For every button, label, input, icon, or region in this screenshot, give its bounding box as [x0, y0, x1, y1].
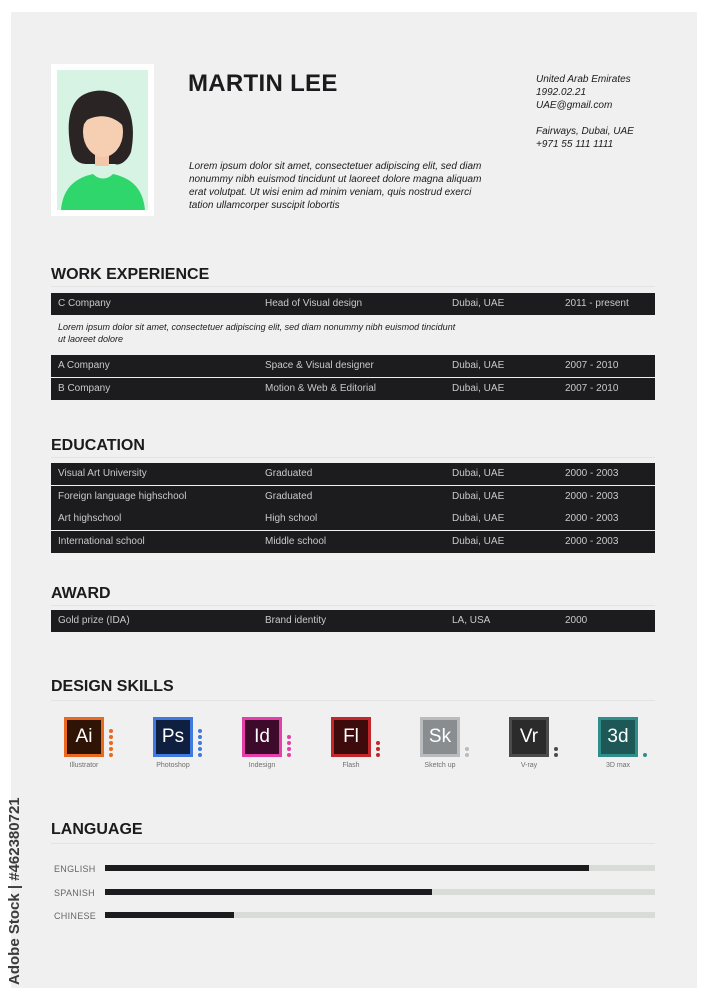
- skill-level-dot: [376, 741, 380, 745]
- skill-level-dot: [109, 729, 113, 733]
- avatar: [57, 70, 148, 210]
- cell-organization: Art highschool: [58, 513, 122, 524]
- skill-icon: [153, 717, 193, 757]
- language-label: ENGLISH: [54, 864, 96, 874]
- section-title-skills: DESIGN SKILLS: [51, 678, 174, 695]
- table-row: [51, 531, 655, 553]
- language-level-fill: [105, 865, 589, 871]
- section-title-language: LANGUAGE: [51, 821, 143, 838]
- skill-abbr: Sk: [423, 720, 457, 754]
- cell-role: Motion & Web & Editorial: [265, 383, 376, 394]
- skill-level-dot: [376, 747, 380, 751]
- cell-location: Dubai, UAE: [452, 536, 505, 547]
- contact-block: [536, 73, 676, 151]
- table-row: [51, 486, 655, 508]
- skill-level-dot: [109, 735, 113, 739]
- cell-location: Dubai, UAE: [452, 468, 505, 479]
- skill-label: 3D max: [605, 762, 631, 769]
- skill-icon: [242, 717, 282, 757]
- skill-label: V-ray: [520, 762, 538, 769]
- cell-organization: Visual Art University: [58, 468, 147, 479]
- cell-organization: Foreign language highschool: [58, 491, 187, 502]
- contact-email[interactable]: UAE@gmail.com: [536, 100, 613, 111]
- section-title-education: EDUCATION: [51, 437, 145, 454]
- skill-abbr: Vr: [512, 720, 546, 754]
- intro-text: Lorem ipsum dolor sit amet, consectetuer adipiscing elit, sed diam nonummy nibh euismod tincidunt ut laoreet dolore magna aliquam erat volutpat. Ut wisi enim ad minim veniam, quis nostrud exerci tation ullamcorper suscipit lobortis: [189, 161, 482, 211]
- cell-role: Graduated: [265, 468, 313, 479]
- skill-level-dot: [198, 747, 202, 751]
- skill-level-dot: [198, 753, 202, 757]
- stock-id-watermark: Adobe Stock | #462380721: [6, 797, 23, 985]
- section-divider: [51, 457, 655, 458]
- skill-label: Flash: [342, 762, 360, 769]
- section-title-award: AWARD: [51, 585, 111, 602]
- skill-label: Indesign: [248, 762, 276, 769]
- section-title-work: WORK EXPERIENCE: [51, 266, 210, 283]
- language-level-track: [105, 889, 655, 895]
- skill-level-dot: [198, 741, 202, 745]
- section-divider: [51, 700, 655, 701]
- cell-location: LA, USA: [452, 615, 491, 626]
- cell-role: Graduated: [265, 491, 313, 502]
- cell-location: Dubai, UAE: [452, 513, 505, 524]
- section-divider: [51, 286, 655, 287]
- table-row: [51, 378, 655, 400]
- cell-period: 2000 - 2003: [565, 468, 619, 479]
- contact-phone[interactable]: +971 55 111 1111: [536, 139, 614, 150]
- cell-organization: International school: [58, 536, 145, 547]
- skill-level-dot: [287, 741, 291, 745]
- person-name: MARTIN LEE: [188, 70, 338, 97]
- table-row: [51, 508, 655, 530]
- skill-label: Sketch up: [424, 762, 456, 769]
- cell-organization: A Company: [58, 360, 110, 371]
- skill-abbr: Id: [245, 720, 279, 754]
- language-level-track: [105, 912, 655, 918]
- cell-role: Middle school: [265, 536, 327, 547]
- skill-level-dot: [465, 753, 469, 757]
- cell-period: 2000 - 2003: [565, 491, 619, 502]
- cell-period: 2000 - 2003: [565, 513, 619, 524]
- skill-level-dot: [643, 753, 647, 757]
- table-row: [51, 463, 655, 485]
- skill-abbr: Ps: [156, 720, 190, 754]
- skill-level-dot: [554, 753, 558, 757]
- cell-period: 2007 - 2010: [565, 360, 619, 371]
- skill-abbr: Fl: [334, 720, 368, 754]
- cell-location: Dubai, UAE: [452, 360, 505, 371]
- cell-period: 2007 - 2010: [565, 383, 619, 394]
- cell-role: High school: [265, 513, 318, 524]
- contact-address: Fairways, Dubai, UAE: [536, 126, 634, 137]
- cell-location: Dubai, UAE: [452, 491, 505, 502]
- skill-icon: [64, 717, 104, 757]
- skill-level-dot: [109, 753, 113, 757]
- language-label: CHINESE: [54, 911, 97, 921]
- skill-abbr: Ai: [67, 720, 101, 754]
- contact-birthdate: 1992.02.21: [536, 87, 587, 98]
- skill-icon: [420, 717, 460, 757]
- skill-icon: [598, 717, 638, 757]
- cell-role: Space & Visual designer: [265, 360, 374, 371]
- language-level-track: [105, 865, 655, 871]
- skill-level-dot: [198, 735, 202, 739]
- cell-organization: B Company: [58, 383, 111, 394]
- profile-photo: [51, 64, 154, 216]
- skill-level-dot: [287, 747, 291, 751]
- skill-level-dot: [109, 747, 113, 751]
- table-row: [51, 355, 655, 377]
- cell-role: Head of Visual design: [265, 298, 363, 309]
- cell-location: Dubai, UAE: [452, 383, 505, 394]
- skill-label: Photoshop: [156, 762, 190, 769]
- skill-level-dot: [198, 729, 202, 733]
- table-row: [51, 610, 655, 632]
- table-row: [51, 293, 655, 315]
- cell-role: Brand identity: [265, 615, 327, 626]
- cell-organization: Gold prize (IDA): [58, 615, 130, 626]
- language-level-fill: [105, 889, 432, 895]
- section-divider: [51, 843, 655, 844]
- skill-label: Illustrator: [69, 762, 99, 769]
- avatar-illustration: [57, 70, 148, 210]
- language-label: SPANISH: [54, 888, 95, 898]
- contact-country: United Arab Emirates: [536, 74, 631, 85]
- skill-level-dot: [554, 747, 558, 751]
- cell-period: 2000: [565, 615, 588, 626]
- skill-level-dot: [376, 753, 380, 757]
- skill-level-dot: [109, 741, 113, 745]
- language-level-fill: [105, 912, 234, 918]
- cell-location: Dubai, UAE: [452, 298, 505, 309]
- job-description: Lorem ipsum dolor sit amet, consectetuer adipiscing elit, sed diam nonummy nibh euismod tincidunt ut laoreet dolore: [58, 322, 456, 344]
- skill-abbr: 3d: [601, 720, 635, 754]
- skill-icon: [331, 717, 371, 757]
- skill-level-dot: [287, 735, 291, 739]
- skill-level-dot: [287, 753, 291, 757]
- section-divider: [51, 605, 655, 606]
- skill-icon: [509, 717, 549, 757]
- skill-level-dot: [465, 747, 469, 751]
- cell-period: 2000 - 2003: [565, 536, 619, 547]
- cell-period: 2011 - present: [565, 298, 629, 309]
- cell-organization: C Company: [58, 298, 111, 309]
